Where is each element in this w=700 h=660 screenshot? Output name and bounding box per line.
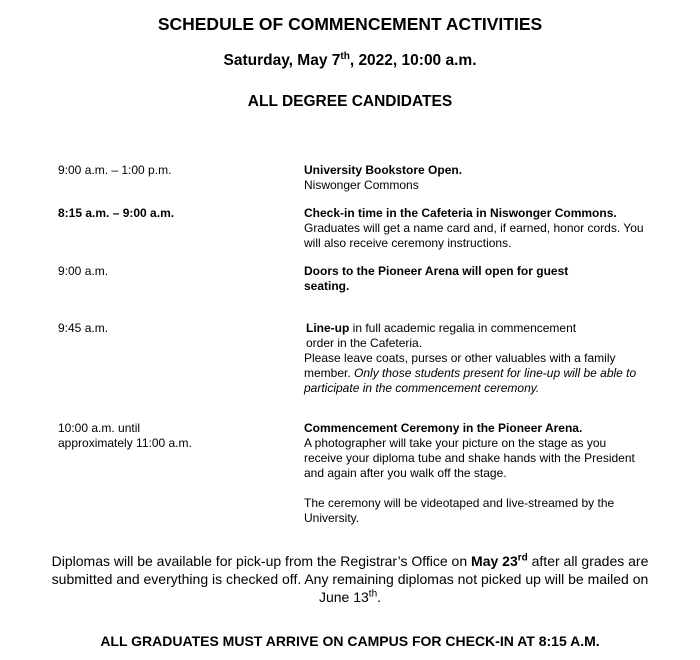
schedule-item-detail: The ceremony will be videotaped and live-streamed by the University. [304, 496, 615, 525]
schedule-time-line: 10:00 a.m. until [58, 421, 141, 435]
event-date [0, 52, 700, 70]
schedule-item-title: Doors to the Pioneer Arena will open for guest seating. [304, 264, 569, 293]
notice-text: Diplomas will be available for pick-up from the Registrar’s Office on [51, 553, 472, 569]
schedule-item [304, 321, 654, 396]
notice-date [471, 553, 528, 569]
notice-date-text: May 23 [471, 553, 518, 569]
notice-date-superscript: rd [517, 552, 528, 564]
audience-heading: ALL DEGREE CANDIDATES [247, 93, 453, 110]
schedule-item-title: Check-in time in the Cafeteria in Niswonger Commons. [304, 206, 617, 220]
schedule-item [304, 421, 654, 526]
schedule-item-detail: A photographer will take your picture on the stage as you receive your diploma tube and shake hands with the President and again after you walk off the stage. [304, 436, 635, 480]
document-title: SCHEDULE OF COMMENCEMENT ACTIVITIES [157, 14, 543, 34]
date-suffix: , 2022, 10:00 a.m. [349, 52, 477, 69]
schedule-item [304, 163, 654, 193]
schedule-item [304, 206, 654, 251]
arrival-notice: ALL GRADUATES MUST ARRIVE ON CAMPUS FOR CHECK-IN AT 8:15 A.M. [100, 633, 600, 649]
schedule-item-title [304, 321, 606, 351]
schedule-item-title-rest: in full academic regalia in commencement order in the Cafeteria. [306, 321, 577, 350]
schedule-item-detail: Niswonger Commons [304, 178, 419, 192]
schedule-item-title: Commencement Ceremony in the Pioneer Arena. [304, 421, 583, 435]
schedule-item-detail-text: Please leave coats, purses or other valuables with a family member. [304, 351, 616, 380]
date-superscript: th [340, 50, 350, 62]
notice-superscript: th [368, 588, 378, 600]
notice-text: after all grades are submitted and everything is checked off. Any remaining diplomas not picked up will be mailed on June 13 [51, 553, 649, 605]
schedule-item-title-bold: Line-up [306, 321, 350, 335]
date-prefix: Saturday, May 7 [223, 52, 341, 69]
schedule-item-title: University Bookstore Open. [304, 163, 463, 177]
schedule-item-detail [304, 351, 649, 396]
schedule-time [58, 421, 278, 451]
notice-text: . [377, 589, 382, 605]
schedule-item-detail-italic: Only those students present for line-up will be able to participate in the commencement ceremony. [304, 366, 637, 395]
schedule-time: 8:15 a.m. – 9:00 a.m. [58, 206, 175, 220]
schedule-time: 9:45 a.m. [58, 321, 109, 335]
diploma-notice [40, 552, 660, 606]
schedule-time: 9:00 a.m. – 1:00 p.m. [58, 163, 172, 177]
schedule-time-line: approximately 11:00 a.m. [58, 436, 192, 450]
schedule-time: 9:00 a.m. [58, 264, 109, 278]
schedule-item-detail: Graduates will get a name card and, if earned, honor cords. You will also receive ceremony instructions. [304, 221, 644, 250]
